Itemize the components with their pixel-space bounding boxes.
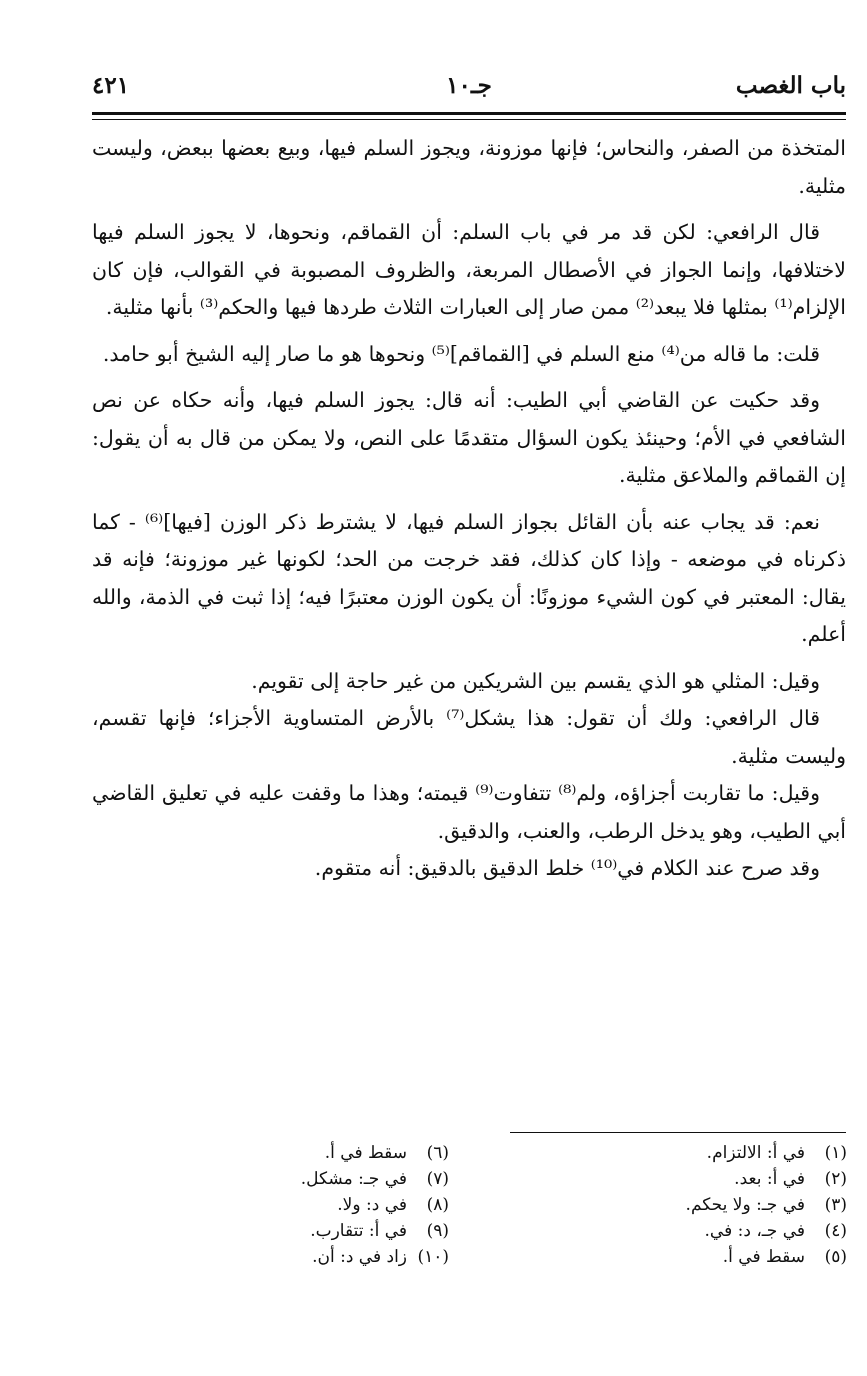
paragraph: وقيل: المثلي هو الذي يقسم بين الشريكين من غير حاجة إلى تقويم. xyxy=(251,668,820,693)
header-rule-thin xyxy=(92,119,846,120)
paragraph: قلت: ما قاله من⁽⁴⁾ منع السلم في [القماقم]⁽⁵⁾ ونحوها هو ما صار إليه الشيخ أبو حامد. xyxy=(102,341,820,366)
header-rule-thick xyxy=(92,112,846,115)
footnote xyxy=(547,1166,847,1192)
main-text xyxy=(92,130,846,888)
paragraph: قال الرافعي: لكن قد مر في باب السلم: أن القماقم، ونحوها، لا يجوز السلم فيها لاختلافها، وإنما الجواز في الأصطال المربعة، والظروف المصبوبة في القوالب، فإن كان الإلزام⁽¹⁾ بمثلها فلا يبعد⁽²⁾ ممن صار إلى العبارات الثلاث طردها فيها والحكم⁽³⁾ بأنها مثلية. xyxy=(92,220,846,319)
footnote-number: (١) xyxy=(824,1143,847,1163)
footnote-number: (٢) xyxy=(824,1169,847,1189)
footnote xyxy=(547,1218,847,1244)
footnote-number: (٧) xyxy=(426,1169,449,1189)
paragraph: قال الرافعي: ولك أن تقول: هذا يشكل⁽⁷⁾ بالأرض المتساوية الأجزاء؛ فإنها تقسم، وليست مثلية. xyxy=(92,706,846,768)
footnote xyxy=(547,1140,847,1166)
footnote-text: في أ: بعد. xyxy=(734,1169,805,1189)
footnote-number: (٤) xyxy=(824,1221,847,1241)
footnote-text: في أ: تتقارب. xyxy=(310,1221,407,1241)
page-header xyxy=(92,68,846,104)
paragraph: وقيل: ما تقاربت أجزاؤه، ولم⁽⁸⁾ تتفاوت⁽⁹⁾ قيمته؛ وهذا ما وقفت عليه في تعليق القاضي أبي الطيب، وهو يدخل الرطب، والعنب، والدقيق. xyxy=(92,781,846,843)
footnote xyxy=(547,1244,847,1270)
footnote-number: (٥) xyxy=(824,1247,847,1267)
paragraph: نعم: قد يجاب عنه بأن القائل بجواز السلم فيها، لا يشترط ذكر الوزن [فيها]⁽⁶⁾ - كما ذكرناه في موضعه - وإذا كان كذلك، فقد خرجت من الحد؛ لكونها غير موزونة؛ فإنه قد يقال: المعتبر في كون الشيء موزونًا: أن يكون الوزن معتبرًا فيه؛ إذا ثبت في الذمة، والله أعلم. xyxy=(92,509,846,646)
footnote-number: (٩) xyxy=(426,1221,449,1241)
footnotes-column-left xyxy=(149,1140,449,1270)
page-number: ٤٢١ xyxy=(92,72,130,99)
paragraph: المتخذة من الصفر، والنحاس؛ فإنها موزونة، ويجوز السلم فيها، وبيع بعضها ببعض، وليست مثلية. xyxy=(92,136,846,198)
footnote xyxy=(149,1166,449,1192)
footnote-text: في جـ: ولا يحكم. xyxy=(685,1195,805,1215)
footnote-text: في جـ، د: في. xyxy=(704,1221,805,1241)
footnote-number: (٨) xyxy=(426,1195,449,1215)
footnote-text: سقط في أ. xyxy=(722,1247,805,1267)
footnotes-column-right xyxy=(547,1140,847,1270)
footnote xyxy=(149,1192,449,1218)
volume-number: جـ١٠ xyxy=(446,72,492,99)
footnote-text: في أ: الالتزام. xyxy=(706,1143,805,1163)
footnote-number: (١٠) xyxy=(417,1247,449,1267)
footnote xyxy=(547,1192,847,1218)
footnote-text: في جـ: مشكل. xyxy=(300,1169,407,1189)
paragraph: وقد صرح عند الكلام في⁽¹⁰⁾ خلط الدقيق بالدقيق: أنه متقوم. xyxy=(314,856,820,880)
footnote-number: (٣) xyxy=(824,1195,847,1215)
footnote xyxy=(149,1218,449,1244)
footnote-rule xyxy=(510,1132,846,1133)
footnote-text: زاد في د: أن. xyxy=(312,1247,407,1267)
footnote xyxy=(149,1140,449,1166)
chapter-title: باب الغصب xyxy=(735,72,846,99)
footnote xyxy=(149,1244,449,1270)
footnote-text: في د: ولا. xyxy=(337,1195,407,1215)
footnote-text: سقط في أ. xyxy=(324,1143,407,1163)
paragraph: وقد حكيت عن القاضي أبي الطيب: أنه قال: يجوز السلم فيها، وأنه حكاه عن نص الشافعي في الأم؛ وحينئذ يكون السؤال متقدمًا على النص، ولا يمكن من قال به أن يقول: إن القماقم والملاعق مثلية. xyxy=(92,388,846,487)
footnote-number: (٦) xyxy=(426,1143,449,1163)
